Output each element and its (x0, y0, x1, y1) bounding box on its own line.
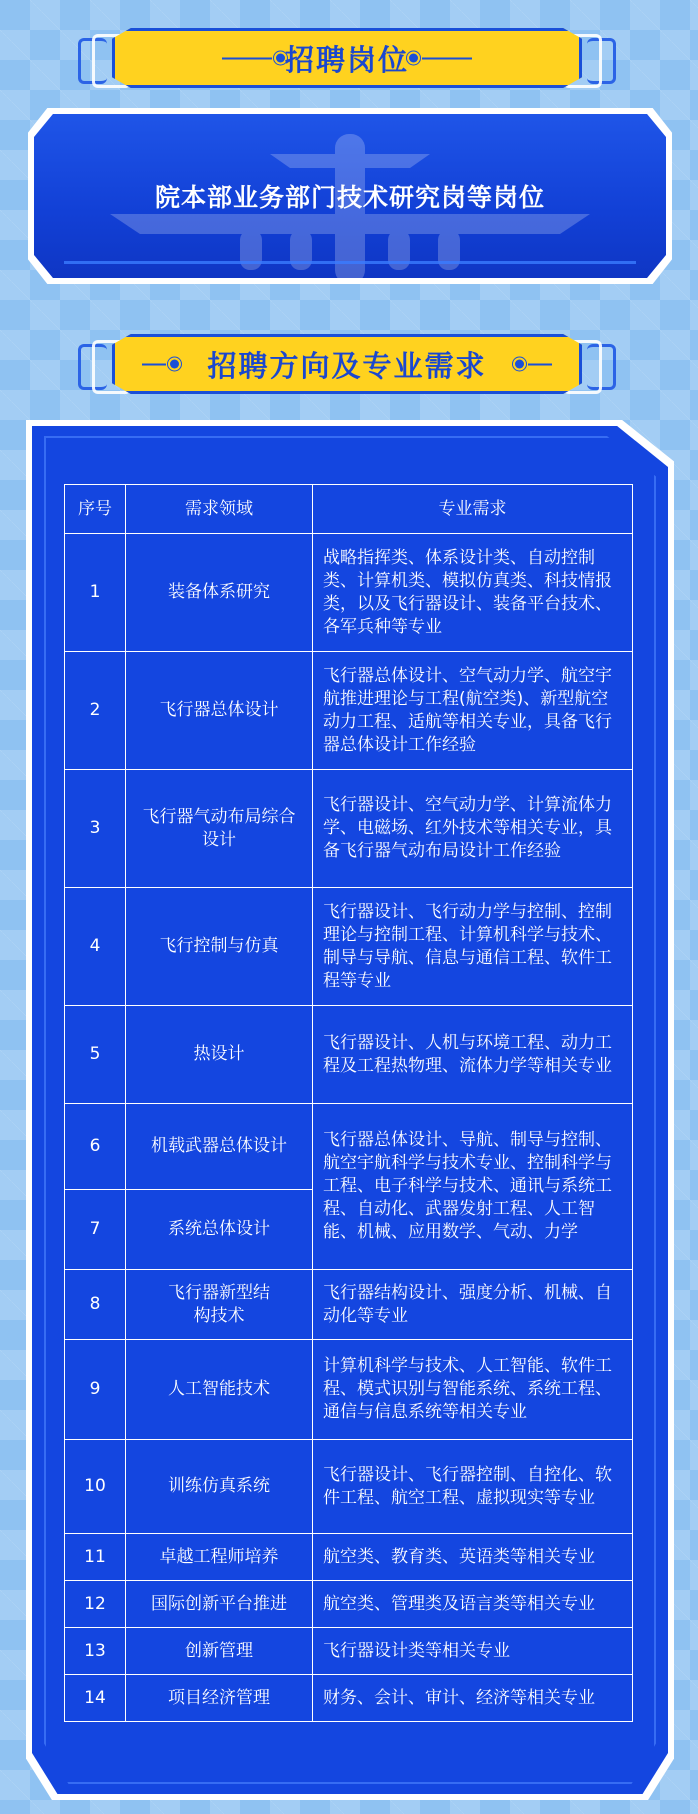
row-field: 装备体系研究 (126, 534, 313, 652)
table-row (65, 1675, 633, 1722)
row-field: 飞行器新型结构技术 (126, 1270, 313, 1340)
section-title: 招聘岗位 (284, 42, 409, 77)
header-num: 序号 (65, 485, 126, 534)
table-row (65, 1340, 633, 1440)
row-num: 14 (65, 1675, 126, 1722)
row-field: 训练仿真系统 (126, 1440, 313, 1534)
section-banner-requirements (112, 334, 582, 394)
row-field: 人工智能技术 (126, 1340, 313, 1440)
section-banner-positions (112, 28, 582, 88)
requirements-table (64, 484, 633, 1722)
row-major: 航空类、管理类及语言类等相关专业 (313, 1581, 633, 1628)
table-row (65, 1006, 633, 1104)
row-major: 飞行器设计类等相关专业 (313, 1628, 633, 1675)
table-row (65, 1104, 633, 1190)
row-num: 5 (65, 1006, 126, 1104)
row-field: 国际创新平台推进 (126, 1581, 313, 1628)
row-major: 飞行器设计、人机与环境工程、动力工程及工程热物理、流体力学等相关专业 (313, 1006, 633, 1104)
row-major: 财务、会计、审计、经济等相关专业 (313, 1675, 633, 1722)
table-row (65, 888, 633, 1006)
row-num: 2 (65, 652, 126, 770)
table-row (65, 652, 633, 770)
row-field: 飞行器总体设计 (126, 652, 313, 770)
row-num: 7 (65, 1190, 126, 1270)
row-num: 11 (65, 1534, 126, 1581)
table-row (65, 534, 633, 652)
row-field: 创新管理 (126, 1628, 313, 1675)
row-field: 项目经济管理 (126, 1675, 313, 1722)
row-field: 热设计 (126, 1006, 313, 1104)
row-major: 飞行器总体设计、导航、制导与控制、航空宇航科学与技术专业、控制科学与工程、电子科学与技术、通讯与系统工程、自动化、武器发射工程、人工智能、机械、应用数学、气动、力学 (313, 1104, 633, 1270)
row-major: 飞行器结构设计、强度分析、机械、自动化等专业 (313, 1270, 633, 1340)
row-major: 航空类、教育类、英语类等相关专业 (313, 1534, 633, 1581)
table-header-row (65, 485, 633, 534)
table-row (65, 1534, 633, 1581)
table-row (65, 1440, 633, 1534)
row-major: 飞行器设计、空气动力学、计算流体力学、电磁场、红外技术等相关专业，具备飞行器气动布局设计工作经验 (313, 770, 633, 888)
row-num: 1 (65, 534, 126, 652)
header-major: 专业需求 (313, 485, 633, 534)
row-num: 10 (65, 1440, 126, 1534)
row-major: 计算机科学与技术、人工智能、软件工程、模式识别与智能系统、系统工程、通信与信息系统等相关专业 (313, 1340, 633, 1440)
row-num: 12 (65, 1581, 126, 1628)
row-field: 机载武器总体设计 (126, 1104, 313, 1190)
position-panel (28, 108, 672, 284)
row-num: 4 (65, 888, 126, 1006)
table-row (65, 1581, 633, 1628)
row-num: 3 (65, 770, 126, 888)
row-major: 飞行器设计、飞行器控制、自控化、软件工程、航空工程、虚拟现实等专业 (313, 1440, 633, 1534)
row-num: 13 (65, 1628, 126, 1675)
row-field: 系统总体设计 (126, 1190, 313, 1270)
table-row (65, 1270, 633, 1340)
position-text: 院本部业务部门技术研究岗等岗位 (154, 183, 545, 212)
row-num: 6 (65, 1104, 126, 1190)
row-major: 飞行器设计、飞行动力学与控制、控制理论与控制工程、计算机科学与技术、制导与导航、信息与通信工程、软件工程等专业 (313, 888, 633, 1006)
row-field: 卓越工程师培养 (126, 1534, 313, 1581)
section-title: 招聘方向及专业需求 (207, 348, 487, 383)
table-row (65, 770, 633, 888)
row-field: 飞行器气动布局综合设计 (126, 770, 313, 888)
row-major: 战略指挥类、体系设计类、自动控制类、计算机类、模拟仿真类、科技情报类，以及飞行器设计、装备平台技术、各军兵种等专业 (313, 534, 633, 652)
row-num: 9 (65, 1340, 126, 1440)
row-major: 飞行器总体设计、空气动力学、航空宇航推进理论与工程(航空类)、新型航空动力工程、适航等相关专业，具备飞行器总体设计工作经验 (313, 652, 633, 770)
header-field: 需求领域 (126, 485, 313, 534)
row-field: 飞行控制与仿真 (126, 888, 313, 1006)
table-row (65, 1628, 633, 1675)
row-num: 8 (65, 1270, 126, 1340)
